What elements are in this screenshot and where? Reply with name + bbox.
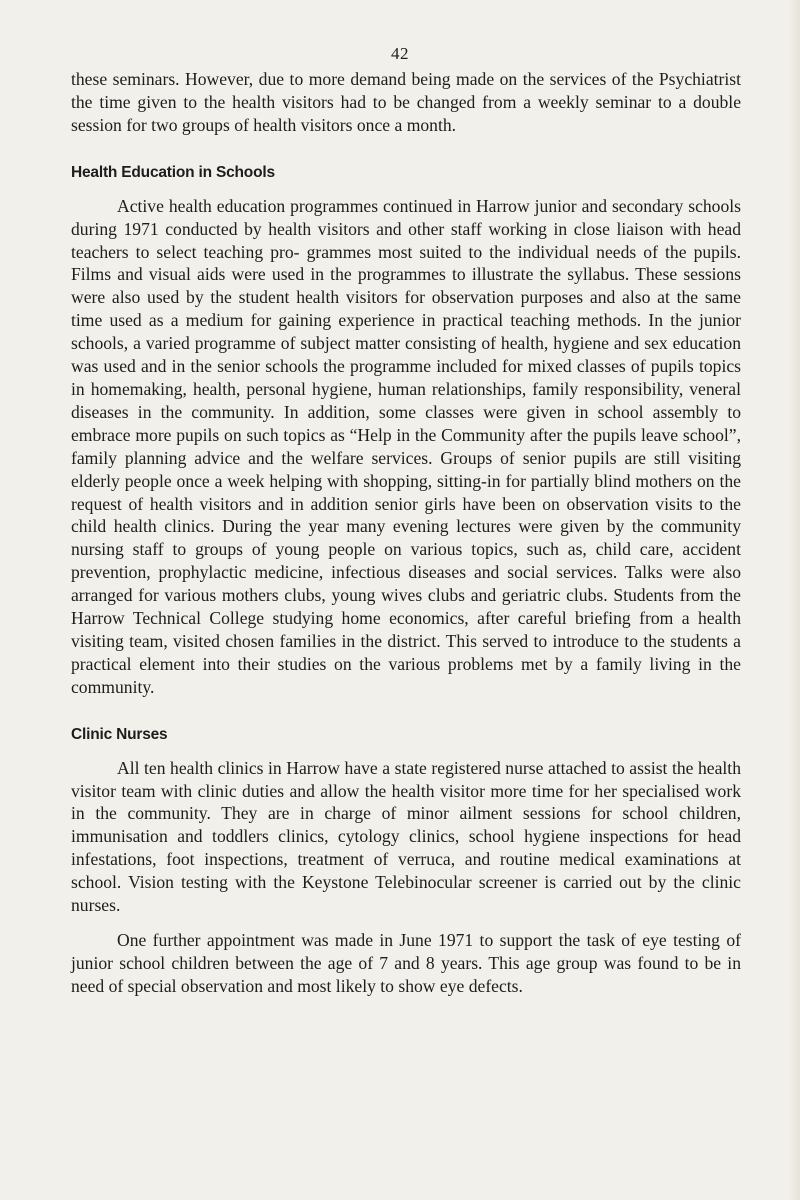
section-heading-clinic-nurses: Clinic Nurses [71, 725, 168, 743]
page-body [71, 68, 741, 998]
page-edge-shadow [788, 0, 800, 1200]
health-education-paragraph: Active health education programmes continued in Harrow junior and secondary schools during 1971 conducted by health visitors and other staff working in close liaison with head teachers to select teaching pro- grammes most suited to the individual needs of the pupils. Films and visual aids were used in the programmes to illustrate the syllabus. These sessions were also used by the student health visitors for observation purposes and also at the same time used as a medium for gaining experience in practical teaching methods. In the junior schools, a varied programme of subject matter consisting of health, hygiene and sex education was used and in the senior schools the programme included for mixed classes of pupils topics in homemaking, health, personal hygiene, human relationships, family responsibility, veneral diseases in the community. In addition, some classes were given in school assembly to embrace more pupils on such topics as “Help in the Community after the pupils leave school”, family planning advice and the welfare services. Groups of senior pupils are still visiting elderly people once a week helping with shopping, sitting-in for partially blind mothers on the request of health visitors and in addition senior girls have been on observation visits to the child health clinics. During the year many evening lectures were given by the community nursing staff to groups of young people on various topics, such as, child care, accident prevention, prophylactic medicine, infectious diseases and social services. Talks were also arranged for various mothers clubs, young wives clubs and geriatric clubs. Students from the Harrow Technical College studying home economics, after careful briefing from a health visiting team, visited chosen families in the district. This served to introduce to the students a practical element into their studies on the various problems met by a family living in the community. [71, 195, 741, 697]
clinic-nurses-paragraph-2: One further appointment was made in June 1971 to support the task of eye testing of junior school children between the age of 7 and 8 years. This age group was found to be in need of special observation and most likely to show eye defects. [71, 930, 741, 996]
clinic-nurses-paragraph-1: All ten health clinics in Harrow have a state registered nurse attached to assist the health visitor team with clinic duties and allow the health visitor more time for her specialised work in the community. They are in charge of minor ailment sessions for school children, immunisation and toddlers clinics, cytology clinics, school hygiene inspections for head infestations, foot inspections, treatment of verruca, and routine medical examinations at school. Vision testing with the Keystone Telebinocular screener is carried out by the clinic nurses. [71, 757, 741, 916]
page-number: 42 [391, 44, 409, 63]
section-heading-health-education: Health Education in Schools [71, 163, 275, 181]
intro-paragraph: these seminars. However, due to more demand being made on the services of the Psychiatrist the time given to the health visitors had to be changed from a weekly seminar to a double session for two groups of health visitors once a month. [71, 69, 741, 135]
